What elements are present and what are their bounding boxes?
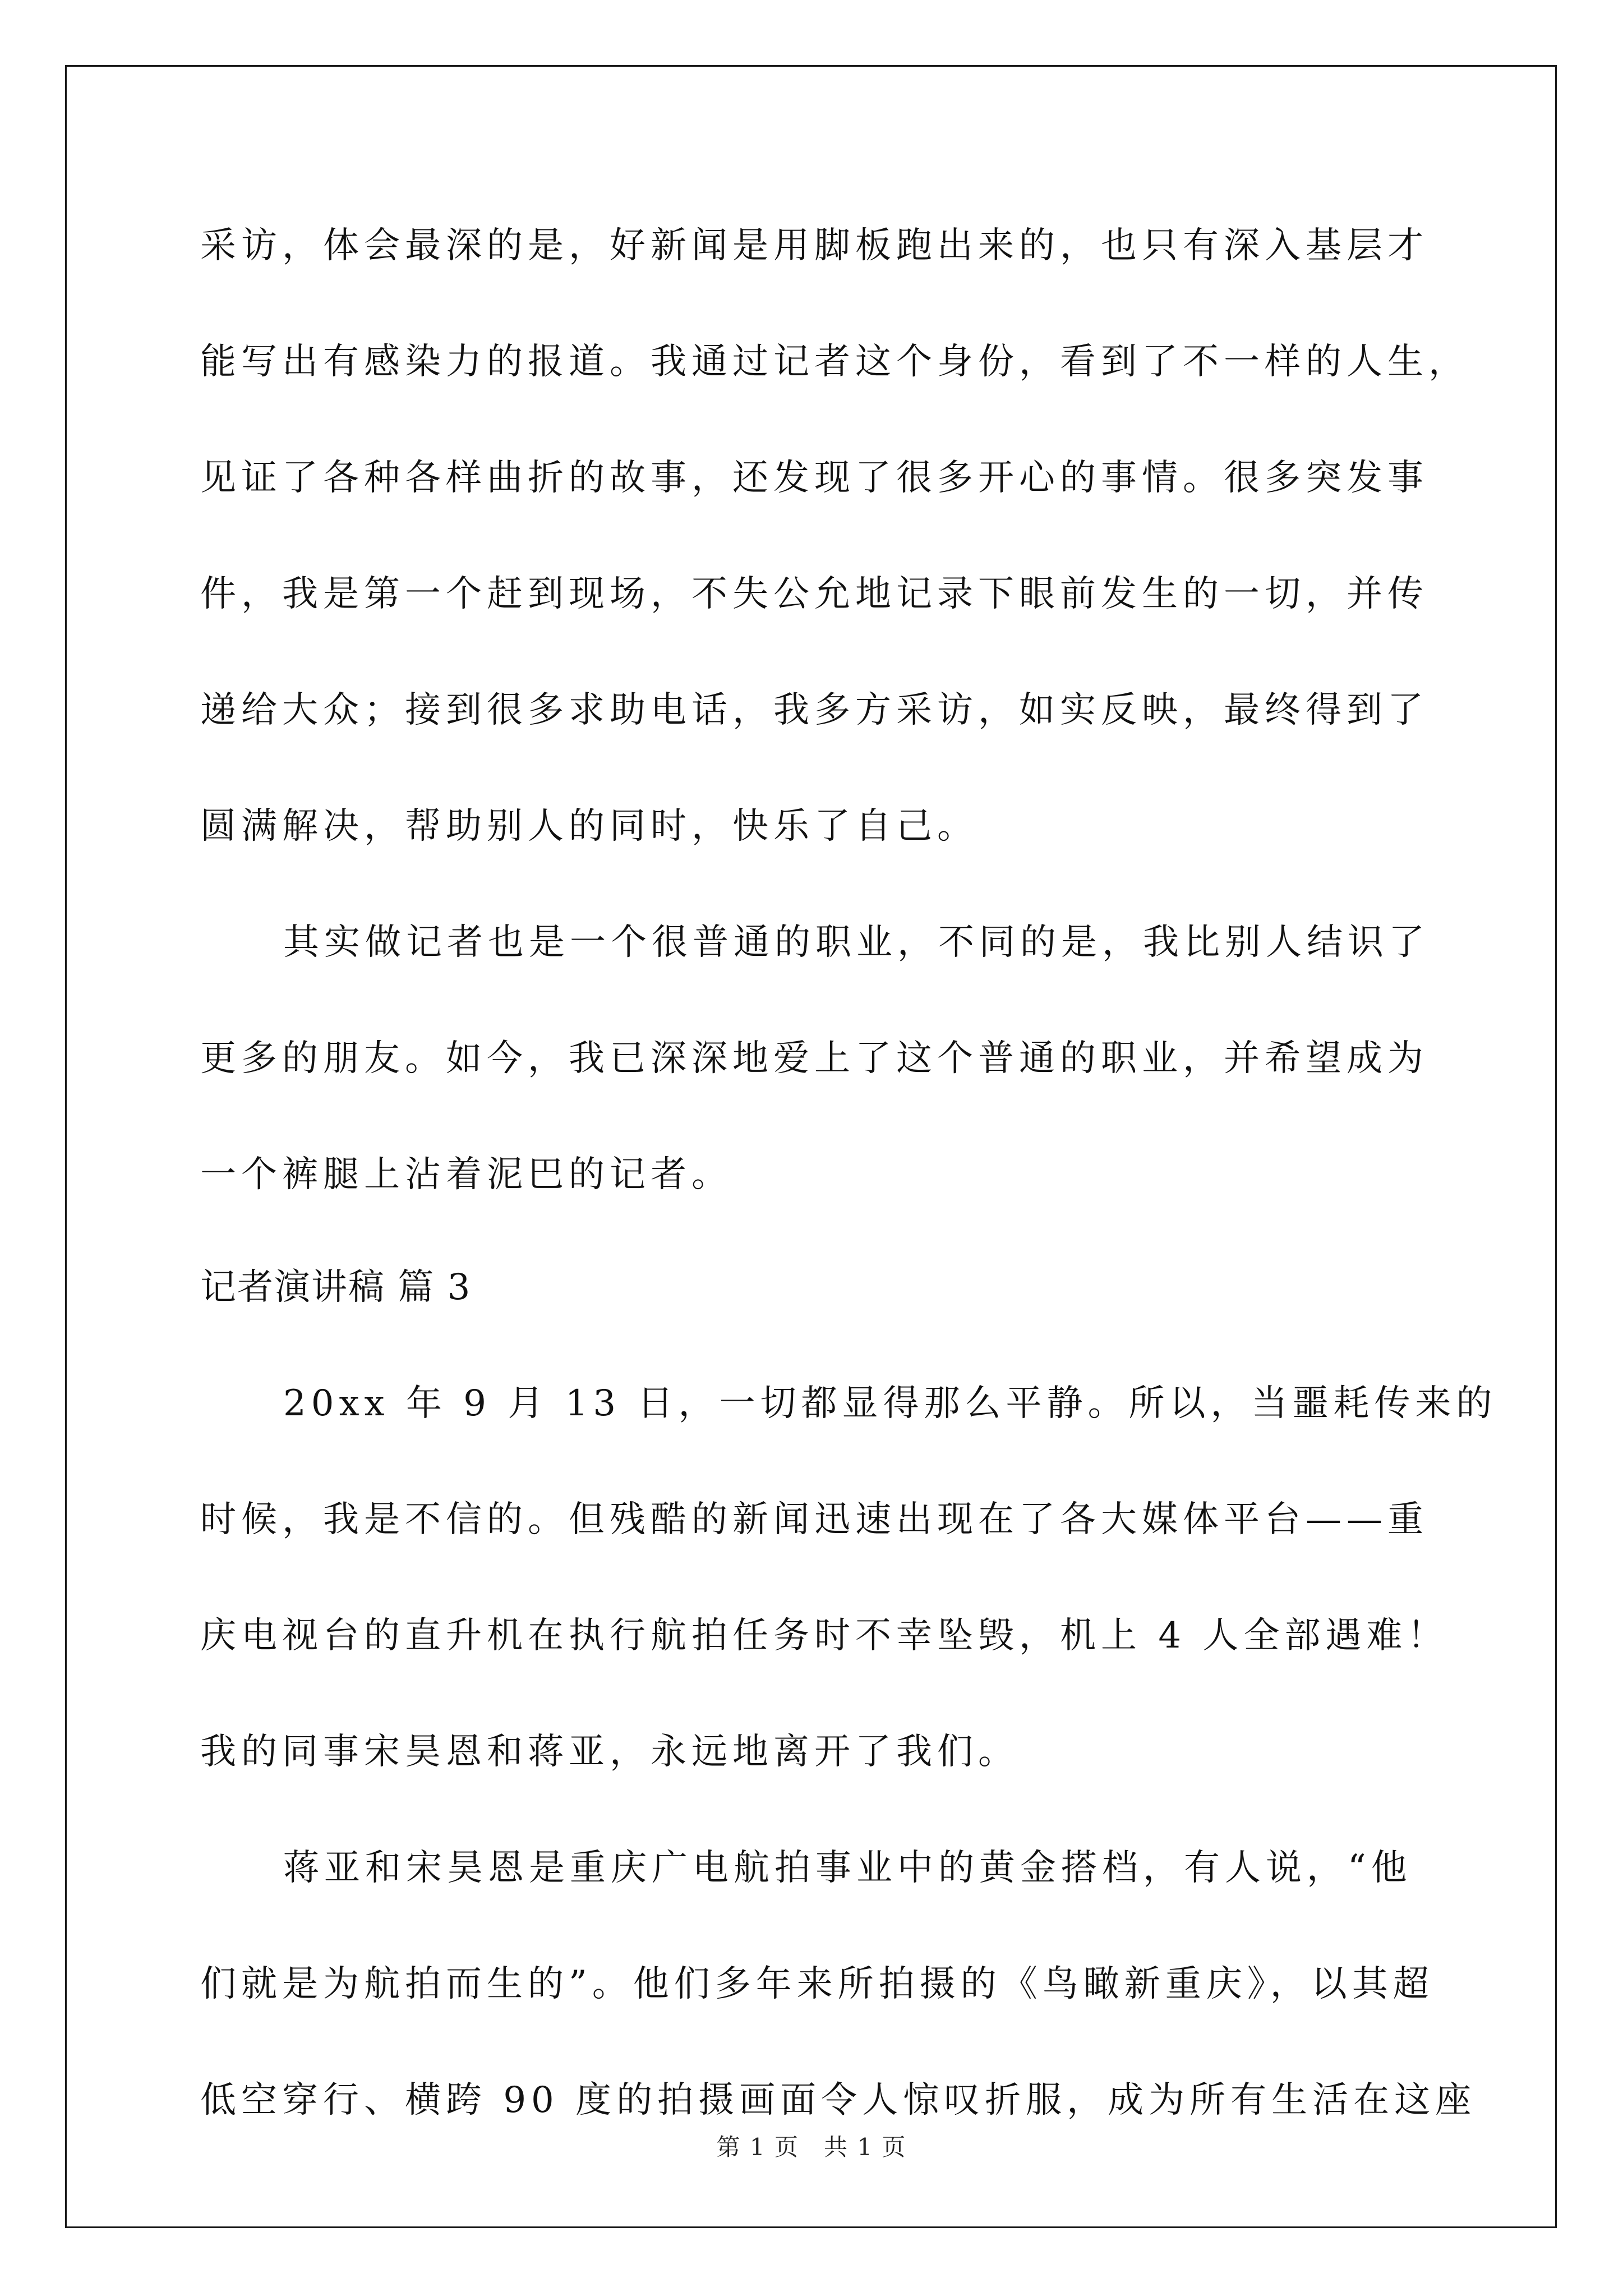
body-line: 低空穿行、横跨 90 度的拍摄画面令人惊叹折服，成为所有生活在这座 xyxy=(200,2079,1477,2121)
paragraph-first-line: 蒋亚和宋昊恩是重庆广电航拍事业中的黄金搭档，有人说，“他 xyxy=(283,1847,1412,1889)
body-line: 能写出有感染力的报道。我通过记者这个身份，看到了不一样的人生， xyxy=(200,341,1469,383)
body-line: 采访，体会最深的是，好新闻是用脚板跑出来的，也只有深入基层才 xyxy=(200,225,1428,266)
body-line: 更多的朋友。如今，我已深深地爱上了这个普通的职业，并希望成为 xyxy=(200,1038,1428,1079)
page-border xyxy=(65,65,1557,2228)
section-heading: 记者演讲稿 篇 3 xyxy=(200,1267,472,1308)
body-line: 圆满解决，帮助别人的同时，快乐了自己。 xyxy=(200,806,978,847)
paragraph-first-line: 20xx 年 9 月 13 日，一切都显得那么平静。所以，当噩耗传来的 xyxy=(283,1383,1497,1424)
body-line: 见证了各种各样曲折的故事，还发现了很多开心的事情。很多突发事 xyxy=(200,457,1428,499)
body-line: 时候，我是不信的。但残酷的新闻迅速出现在了各大媒体平台——重 xyxy=(200,1499,1428,1540)
paragraph-first-line: 其实做记者也是一个很普通的职业，不同的是，我比别人结识了 xyxy=(283,922,1430,963)
body-line: 我的同事宋昊恩和蒋亚，永远地离开了我们。 xyxy=(200,1731,1019,1773)
body-line: 递给大众；接到很多求助电话，我多方采访，如实反映，最终得到了 xyxy=(200,689,1428,731)
body-line: 一个裤腿上沾着泥巴的记者。 xyxy=(200,1154,732,1195)
body-line: 庆电视台的直升机在执行航拍任务时不幸坠毁，机上 4 人全部遇难！ xyxy=(200,1615,1449,1657)
body-line: 们就是为航拍而生的”。他们多年来所拍摄的《鸟瞰新重庆》，以其超 xyxy=(200,1963,1434,2005)
body-line: 件，我是第一个赶到现场，不失公允地记录下眼前发生的一切，并传 xyxy=(200,573,1428,615)
page-footer: 第 1 页 共 1 页 xyxy=(716,2133,907,2161)
